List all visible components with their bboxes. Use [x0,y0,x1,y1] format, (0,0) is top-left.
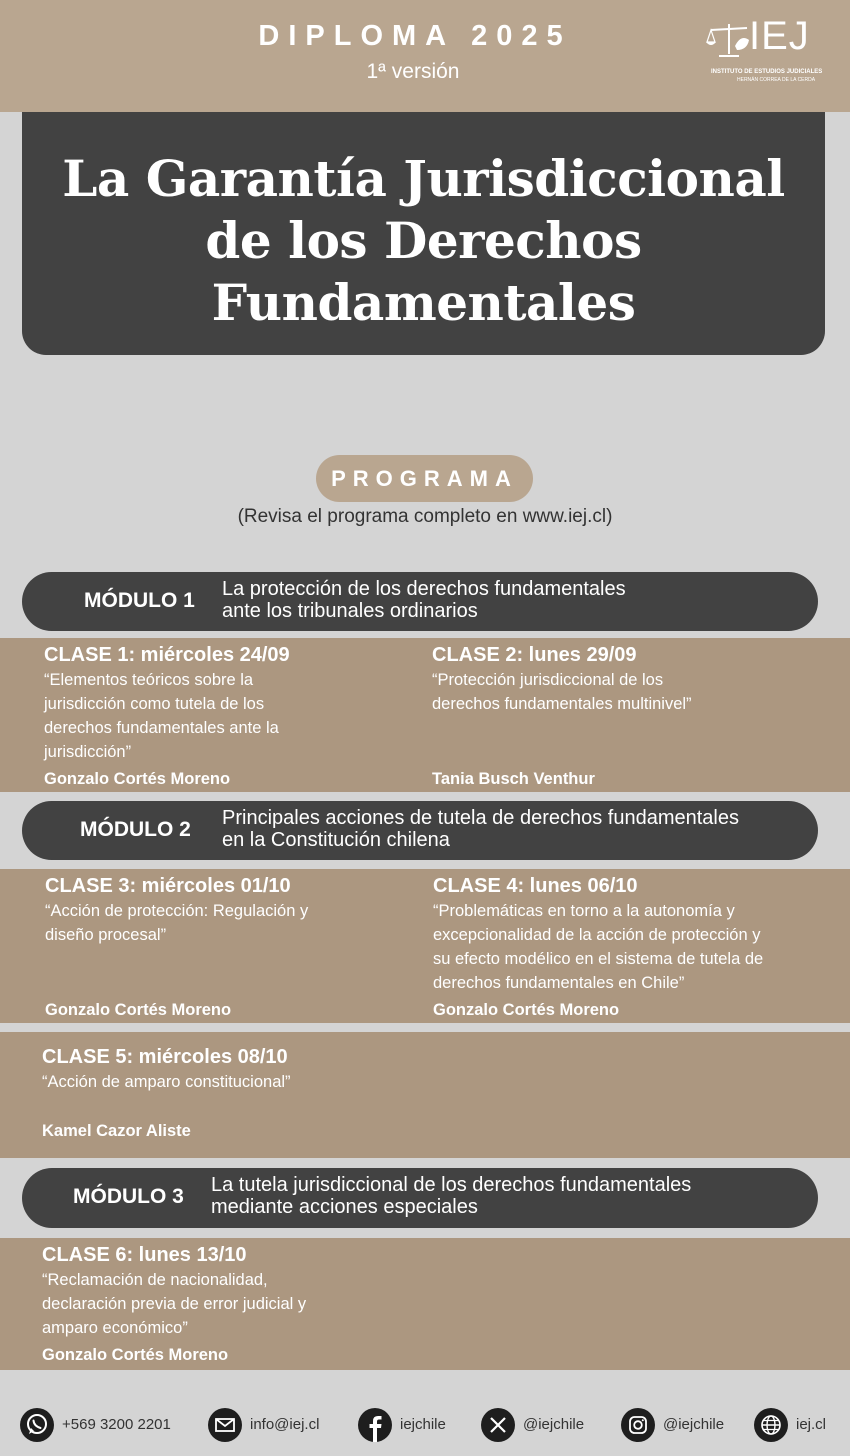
class-title: CLASE 2: lunes 29/09 [432,644,637,666]
class-professor: Tania Busch Venthur [432,770,595,788]
iej-logo [705,14,823,90]
class-description: “Reclamación de nacionalidad, declaración previa de error judicial y amparo económico” [42,1271,307,1337]
title-line-2: de los Derechos [205,211,642,270]
facebook-icon [358,1408,392,1442]
class-title: CLASE 3: miércoles 01/10 [45,875,291,897]
contact-footer [0,1392,850,1456]
logo-subtitle: INSTITUTO DE ESTUDIOS JUDICIALES [711,69,823,75]
class-card-2 [432,642,832,788]
module-2-classes-row-2 [0,1032,850,1158]
class-description: “Acción de protección: Regulación y diseño procesal” [45,902,309,944]
module-2-header [22,801,818,860]
module-title-line-2: en la Constitución chilena [222,829,450,851]
programa-subtitle: (Revisa el programa completo en www.iej.cl) [237,506,613,527]
x-handle: @iejchile [523,1416,585,1433]
module-label: MÓDULO 3 [73,1185,184,1208]
class-description: “Protección jurisdiccional de los derechos fundamentales multinivel” [432,671,692,713]
version-label: 1ª versión [366,60,460,83]
whatsapp-icon [20,1408,54,1442]
logo-subtitle-2: HERNÁN CORREA DE LA CERDA [737,77,816,83]
module-title-line-1: Principales acciones de tutela de derechos fundamentales [222,807,739,829]
globe-icon [754,1408,788,1442]
module-title-line-1: La protección de los derechos fundamentales [222,578,626,600]
module-label: MÓDULO 2 [80,818,191,841]
class-professor: Gonzalo Cortés Moreno [433,1001,620,1019]
class-professor: Gonzalo Cortés Moreno [42,1346,229,1364]
class-professor: Gonzalo Cortés Moreno [44,770,231,788]
class-card-1 [44,642,404,788]
title-line-3: Fundamentales [211,273,636,332]
class-description: “Problemáticas en torno a la autonomía y excepcionalidad de la acción de protección y su efecto modélico en el sistema de tutela de derechos fundamentales en Chile” [433,902,764,992]
module-title-line-1: La tutela jurisdiccional de los derechos fundamentales [211,1174,692,1196]
class-title: CLASE 6: lunes 13/10 [42,1244,247,1266]
mail-icon [208,1408,242,1442]
class-professor: Gonzalo Cortés Moreno [45,1001,232,1019]
class-title: CLASE 4: lunes 06/10 [433,875,638,897]
module-2-classes-row-1 [0,869,850,1023]
diploma-heading: DIPLOMA 2025 [258,20,572,52]
title-box [22,112,825,355]
module-title [222,807,739,851]
x-icon [481,1408,515,1442]
header-bar [0,0,850,112]
module-3-header [22,1168,818,1228]
title-line-1: La Garantía Jurisdiccional [62,149,785,208]
instagram-icon [621,1408,655,1442]
module-label: MÓDULO 1 [84,589,195,612]
logo-text: IEJ [749,14,810,58]
email-address: info@iej.cl [250,1416,320,1433]
class-card-6 [42,1242,442,1366]
module-1-classes [0,638,850,792]
instagram-handle: @iejchile [663,1416,725,1433]
module-title-line-2: mediante acciones especiales [211,1196,478,1218]
class-title: CLASE 1: miércoles 24/09 [44,644,290,666]
class-card-3 [45,873,415,1019]
class-professor: Kamel Cazor Aliste [42,1122,191,1140]
module-title [211,1174,691,1218]
website-url: iej.cl [796,1416,827,1433]
page-title [22,148,825,334]
class-description: “Elementos teóricos sobre la jurisdicción como tutela de los derechos fundamentales ante la jurisdicción” [44,671,279,761]
programa-badge: PROGRAMA [316,455,533,502]
scales-of-justice-icon [705,20,753,62]
facebook-handle: iejchile [400,1416,446,1433]
class-description: “Acción de amparo constitucional” [42,1073,291,1091]
module-3-classes [0,1238,850,1370]
whatsapp-number: +569 3200 2201 [62,1416,171,1433]
module-title-line-2: ante los tribunales ordinarios [222,600,478,622]
class-title: CLASE 5: miércoles 08/10 [42,1046,288,1068]
class-card-4 [433,873,843,1019]
class-card-5 [42,1044,442,1154]
module-title [222,578,626,622]
module-1-header [22,572,818,631]
